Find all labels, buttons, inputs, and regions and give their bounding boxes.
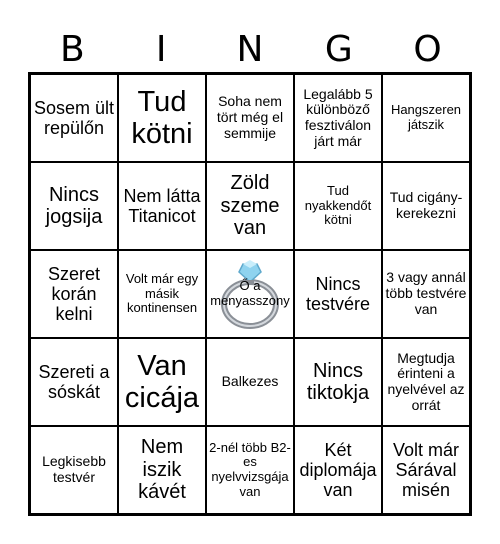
cell-text: Megtudja érinteni a nyelvével az orrát	[387, 349, 465, 413]
cell-text: Volt már egy másik kontinensen	[125, 271, 199, 316]
bingo-cell[interactable]	[206, 74, 294, 162]
bingo-cell[interactable]	[382, 162, 470, 250]
cell-text: Volt már Sárával misén	[392, 439, 460, 501]
bingo-cell[interactable]	[382, 74, 470, 162]
bingo-cell[interactable]	[294, 74, 382, 162]
bingo-cell[interactable]	[294, 426, 382, 514]
header-letter-o: O	[413, 29, 442, 70]
bingo-cell[interactable]	[382, 426, 470, 514]
bingo-cell[interactable]	[30, 338, 118, 426]
cell-text: Szereti a sóskát	[38, 361, 110, 402]
cell-text: 2-nél több B2-es nyelvvizsgája van	[209, 439, 291, 499]
bingo-cell[interactable]	[118, 162, 206, 250]
cell-text: Tud nyakkendőt kötni	[304, 183, 372, 228]
bingo-cell[interactable]	[206, 162, 294, 250]
bingo-cell[interactable]	[30, 74, 118, 162]
bingo-cell[interactable]	[118, 74, 206, 162]
bingo-cell[interactable]	[30, 426, 118, 514]
free-space-cell[interactable]	[206, 250, 294, 338]
cell-text: Tud kötni	[131, 85, 193, 150]
cell-text: Van cicája	[124, 349, 200, 414]
cell-text: Nem látta Titanicot	[123, 185, 201, 226]
bingo-cell[interactable]	[294, 250, 382, 338]
bingo-cell[interactable]	[30, 250, 118, 338]
bingo-card	[28, 72, 472, 516]
bingo-cell[interactable]	[206, 338, 294, 426]
cell-text: Sosem ült repülőn	[33, 97, 115, 138]
header-letter-n: N	[236, 29, 264, 70]
bingo-cell[interactable]	[294, 338, 382, 426]
bingo-cell[interactable]	[382, 250, 470, 338]
bingo-cell[interactable]	[118, 426, 206, 514]
cell-text: Nincs jogsija	[45, 183, 103, 228]
cell-text: Legkisebb testvér	[42, 453, 106, 485]
cell-text: Legalább 5 különböző fesztiválon járt már	[303, 85, 373, 149]
header-letter-g: G	[324, 29, 353, 70]
cell-text: Nem iszik kávét	[138, 436, 186, 504]
cell-text: Zöld szeme van	[220, 172, 280, 240]
cell-text: Ő a menyasszony	[210, 278, 290, 308]
cell-text: Tud cigány-kerekezni	[389, 189, 463, 221]
bingo-cell[interactable]	[294, 162, 382, 250]
bingo-cell[interactable]	[382, 338, 470, 426]
cell-text: Nincs testvére	[305, 273, 371, 314]
bingo-header	[28, 28, 472, 72]
cell-text: 3 vagy annál több testvére van	[385, 269, 467, 317]
cell-text: Hangszeren játszik	[390, 102, 462, 132]
cell-text: Balkezes	[221, 373, 279, 390]
header-letter-b: B	[60, 29, 85, 70]
header-letter-i: I	[155, 29, 167, 70]
bingo-cell[interactable]	[30, 162, 118, 250]
cell-text: Két diplomája van	[299, 439, 377, 501]
bingo-cell[interactable]	[118, 338, 206, 426]
cell-text: Soha nem tört még el semmije	[216, 93, 284, 141]
bingo-cell[interactable]	[118, 250, 206, 338]
cell-text: Nincs tiktokja	[306, 359, 370, 404]
cell-text: Szeret korán kelni	[47, 263, 101, 325]
bingo-cell[interactable]	[206, 426, 294, 514]
